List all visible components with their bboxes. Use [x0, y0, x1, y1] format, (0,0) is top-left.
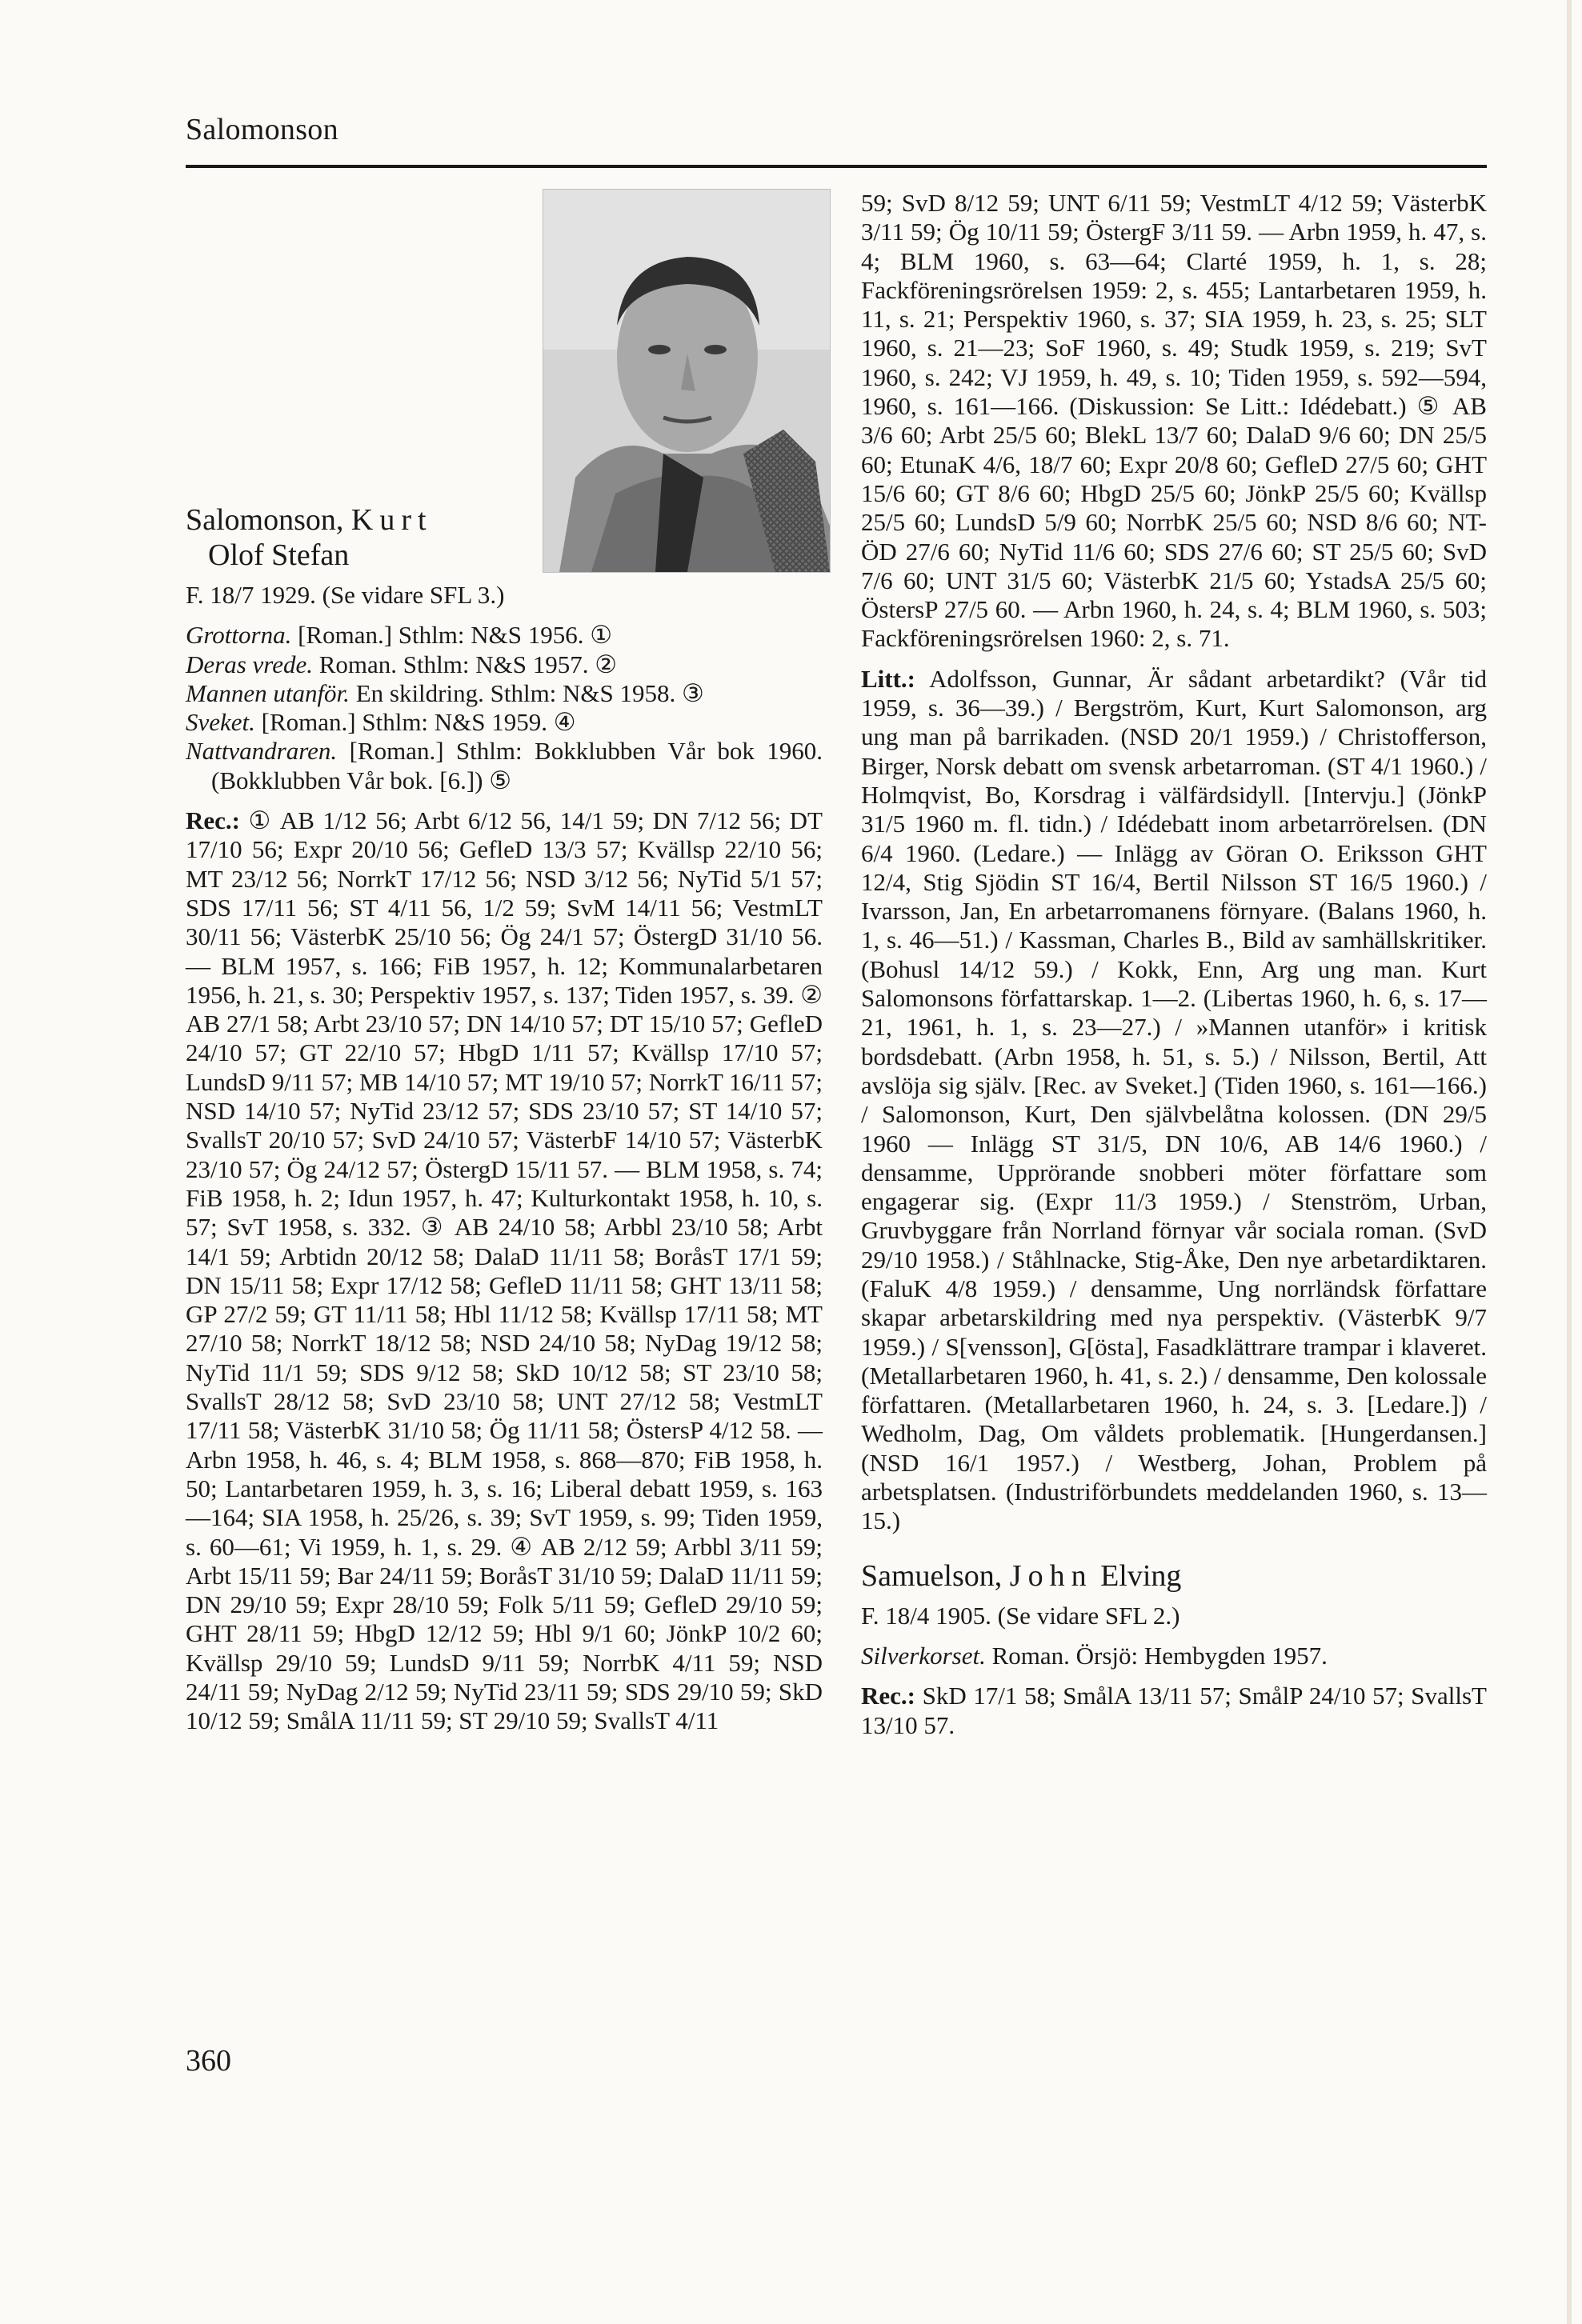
work-details: [Roman.] Sthlm: N&S 1959. ④ — [254, 708, 576, 737]
header-rule — [186, 165, 1487, 168]
page-edge — [1567, 0, 1572, 2324]
right-column — [861, 189, 1487, 1751]
reviews-label: Rec.: — [186, 806, 240, 835]
work-details: Roman. Örsjö: Hembygden 1957. — [985, 1641, 1328, 1670]
surname: Salomonson, — [186, 503, 344, 537]
works-list — [186, 621, 823, 795]
reviews-continuation: 59; SvD 8/12 59; UNT 6/11 59; VestmLT 4/12 59; VästerbK 3/11 59; Ög 10/11 59; ÖstergF 3/11 59. — Arbn 1959, h. 47, s. 4; BLM 1960, s. 63—64; Clarté 1959, h. 1, s. 28; Fackföreningsrörelsen 1959: 2, s. 455; Lantarbetaren 1959, h. 11, s. 21; Perspektiv 1960, s. 37; SIA 1959, h. 23, s. 25; SLT 1960, s. 21—23; SoF 1960, s. 49; Studk 1959, s. 219; SvT 1960, s. 242; VJ 1959, h. 49, s. 10; Tiden 1959, s. 592—594, 1960, s. 161—166. (Diskussion: Se Litt.: Idédebatt.) ⑤ AB 3/6 60; Arbt 25/5 60; BlekL 13/7 60; DalaD 9/6 60; DN 25/5 60; EtunaK 4/6, 18/7 60; Expr 20/8 60; GefleD 27/5 60; GHT 15/6 60; GT 8/6 60; HbgD 25/5 60; JönkP 25/5 60; Kvällsp 25/5 60; LundsD 5/9 60; NorrbK 25/5 60; NSD 8/6 60; NT-ÖD 27/6 60; NyTid 11/6 60; SDS 27/6 60; ST 25/5 60; SvD 7/6 60; UNT 31/5 60; VästerbK 21/5 60; YstadsA 25/5 60; ÖstersP 27/5 60. — Arbn 1960, h. 24, s. 4; BLM 1960, s. 503; Fackföreningsrörelsen 1960: 2, s. 71. — [861, 189, 1487, 653]
entry-heading-samuelson — [861, 1558, 1487, 1594]
portrait-illustration — [543, 190, 830, 572]
given-name: John — [1009, 1558, 1093, 1593]
work-title: Mannen utanför. — [186, 678, 350, 707]
running-head: Salomonson — [186, 113, 338, 146]
work-item — [186, 621, 823, 650]
work-title: Grottorna. — [186, 621, 292, 650]
work-title: Silverkorset. — [861, 1641, 986, 1670]
work-item — [861, 1642, 1487, 1670]
literature-label: Litt.: — [861, 664, 916, 693]
reviews-text: ① AB 1/12 56; Arbt 6/12 56, 14/1 59; DN 7/12 56; DT 17/10 56; Expr 20/10 56; GefleD 13/3 57; Kvällsp 22/10 56; MT 23/12 56; NorrkT 17/12 56; NSD 3/12 56; NyTid 5/1 57; SDS 17/11 56; ST 4/11 56, 1/2 59; SvM 14/11 56; VestmLT 30/11 56; VästerbK 25/10 56; Ög 24/1 57; ÖstergD 31/10 56. — BLM 1957, s. 166; FiB 1957, h. 12; Kommunalarbetaren 1956, h. 21, s. 30; Perspektiv 1957, s. 137; Tiden 1957, s. 39. ② AB 27/1 58; Arbt 23/10 57; DN 14/10 57; DT 15/10 57; GefleD 24/10 57; GT 22/10 57; HbgD 1/11 57; Kvällsp 17/10 57; LundsD 9/11 57; MB 14/10 57; MT 19/10 57; NorrkT 16/11 57; NSD 14/10 57; NyTid 23/12 57; SDS 23/10 57; ST 14/10 57; SvallsT 20/10 57; SvD 24/10 57; VästerbF 14/10 57; VästerbK 23/10 57; Ög 24/12 57; ÖstergD 15/11 57. — BLM 1958, s. 74; FiB 1958, h. 2; Idun 1957, h. 47; Kulturkontakt 1958, h. 10, s. 57; SvT 1958, s. 332. ③ AB 24/10 58; Arbbl 23/10 58; Arbt 14/1 59; Arbtidn 20/12 58; DalaD 11/11 58; BoråsT 17/1 59; DN 15/11 58; Expr 17/12 58; GefleD 11/11 58; GHT 13/11 58; GP 27/2 59; GT 11/11 58; Hbl 11/12 58; Kvällsp 17/11 58; MT 27/10 58; NorrkT 18/12 58; NSD 24/10 58; NyDag 19/12 58; NyTid 11/1 59; SDS 9/12 58; SkD 10/12 58; ST 23/10 58; SvallsT 28/12 58; SvD 23/10 58; UNT 27/12 58; VestmLT 17/11 58; VästerbK 31/10 58; Ög 11/11 58; ÖstersP 4/12 58. — Arbn 1958, h. 46, s. 4; BLM 1958, s. 868—870; FiB 1958, h. 50; Lantarbetaren 1959, h. 3, s. 16; Liberal debatt 1959, s. 163—164; SIA 1958, h. 25/26, s. 39; SvT 1959, s. 99; Tiden 1959, s. 60—61; Vi 1959, h. 1, s. 29. ④ AB 2/12 59; Arbbl 3/11 59; Arbt 15/11 59; Bar 24/11 59; BoråsT 31/10 59; DalaD 11/11 59; DN 29/10 59; Expr 28/10 59; Folk 5/11 59; GefleD 29/10 59; GHT 28/11 59; HbgD 12/12 59; Hbl 9/1 60; JönkP 10/2 60; Kvällsp 29/10 59; LundsD 9/11 59; NorrbK 4/11 59; NSD 24/11 59; NyDag 2/12 59; NyTid 23/11 59; SDS 29/10 59; SkD 10/12 59; SmålA 11/11 59; ST 29/10 59; SvallsT 4/11 — [186, 806, 823, 1735]
work-details: En skildring. Sthlm: N&S 1958. ③ — [349, 678, 704, 707]
given-name: Kurt — [350, 503, 433, 537]
work-item — [186, 679, 823, 708]
other-names: Olof Stefan — [208, 538, 350, 572]
work-item — [186, 708, 823, 737]
work-item — [186, 650, 823, 679]
author-portrait-photo — [543, 189, 831, 573]
surname: Samuelson, — [861, 1558, 1003, 1593]
reviews-label: Rec.: — [861, 1682, 915, 1710]
work-details: [Roman.] Sthlm: Bokklubben Vår bok 1960. (Bokklubben Vår bok. [6.]) ⑤ — [211, 737, 823, 794]
work-details: [Roman.] Sthlm: N&S 1956. ① — [291, 621, 613, 650]
reviews-text: SkD 17/1 58; SmålA 13/11 57; SmålP 24/10 57; SvallsT 13/10 57. — [861, 1682, 1487, 1739]
work-title: Deras vrede. — [186, 650, 313, 678]
literature-paragraph — [861, 665, 1487, 1536]
work-title: Sveket. — [186, 708, 255, 737]
work-details: Roman. Sthlm: N&S 1957. ② — [312, 650, 617, 678]
birth-info: F. 18/4 1905. (Se vidare SFL 2.) — [861, 1601, 1180, 1630]
birth-info: F. 18/7 1929. (Se vidare SFL 3.) — [186, 581, 505, 609]
reviews-paragraph — [186, 806, 823, 1736]
page-number: 360 — [186, 2044, 231, 2078]
reviews-paragraph — [861, 1682, 1487, 1740]
work-title: Nattvandraren. — [186, 737, 338, 766]
left-column — [186, 189, 823, 1747]
other-names: Elving — [1100, 1558, 1182, 1593]
work-item — [186, 737, 823, 795]
literature-text: Adolfsson, Gunnar, Är sådant arbetardikt? (Vår tid 1959, s. 36—39.) / Bergström, Kurt, Kurt Salomonson, arg ung man på barrikaden. (NSD 20/1 1959.) / Christofferson, Birger, Norsk debatt om svensk arbetarroman. (ST 4/1 1960.) / Holmqvist, Bo, Korsdrag i välfärdsidyll. [Intervju.] (JönkP 31/5 1960 m. fl. tidn.) / Idédebatt inom arbetarrörelsen. (DN 6/4 1960. (Ledare.) — Inlägg av Göran O. Eriksson GHT 12/4, Stig Sjödin ST 16/4, Bertil Nilsson ST 16/5 1960.) / Ivarsson, Jan, En arbetarromanens förnyare. (Balans 1960, h. 1, s. 46—51.) / Kassman, Charles B., Bild av samhällskritiker. (Bohusl 14/12 59.) / Kokk, Enn, Arg ung man. Kurt Salomonsons författarskap. 1—2. (Libertas 1960, h. 6, s. 17—21, 1961, h. 1, s. 23—27.) / »Mannen utanför» i kritisk bordsdebatt. (Arbn 1958, h. 51, s. 5.) / Nilsson, Bertil, Att avslöja sig själv. [Rec. av Sveket.] (Tiden 1960, s. 161—166.) / Salomonson, Kurt, Den självbelåtna kolossen. (DN 29/5 1960 — Inlägg ST 31/5, DN 10/6, AB 14/6 1960.) / densamme, Upprörande snobberi möter författare som engagerar sig. (Expr 11/3 1959.) / Stenström, Urban, Gruvbyggare från Norrland förnyar vår sociala roman. (SvD 29/10 1958.) / Ståhlnacke, Stig-Åke, Den nye arbetardiktaren. (FaluK 4/8 1959.) / densamme, Ung norrländsk författare skapar arbetarskildring med nya perspektiv. (VästerbK 9/7 1959.) / S[vensson], G[östa], Fasadklättrare trampar i klaveret. (Metallarbetaren 1960, h. 41, s. 2.) / densamme, Den kolossale författaren. (Metallarbetaren 1960, h. 24, s. 3. [Ledare.]) / Wedholm, Dag, Om våldets problematik. [Hungerdansen.] (NSD 16/1 1957.) / Westberg, Johan, Problem på arbetsplatsen. (Industriförbundets meddelanden 1960, s. 13—15.) — [861, 664, 1487, 1535]
